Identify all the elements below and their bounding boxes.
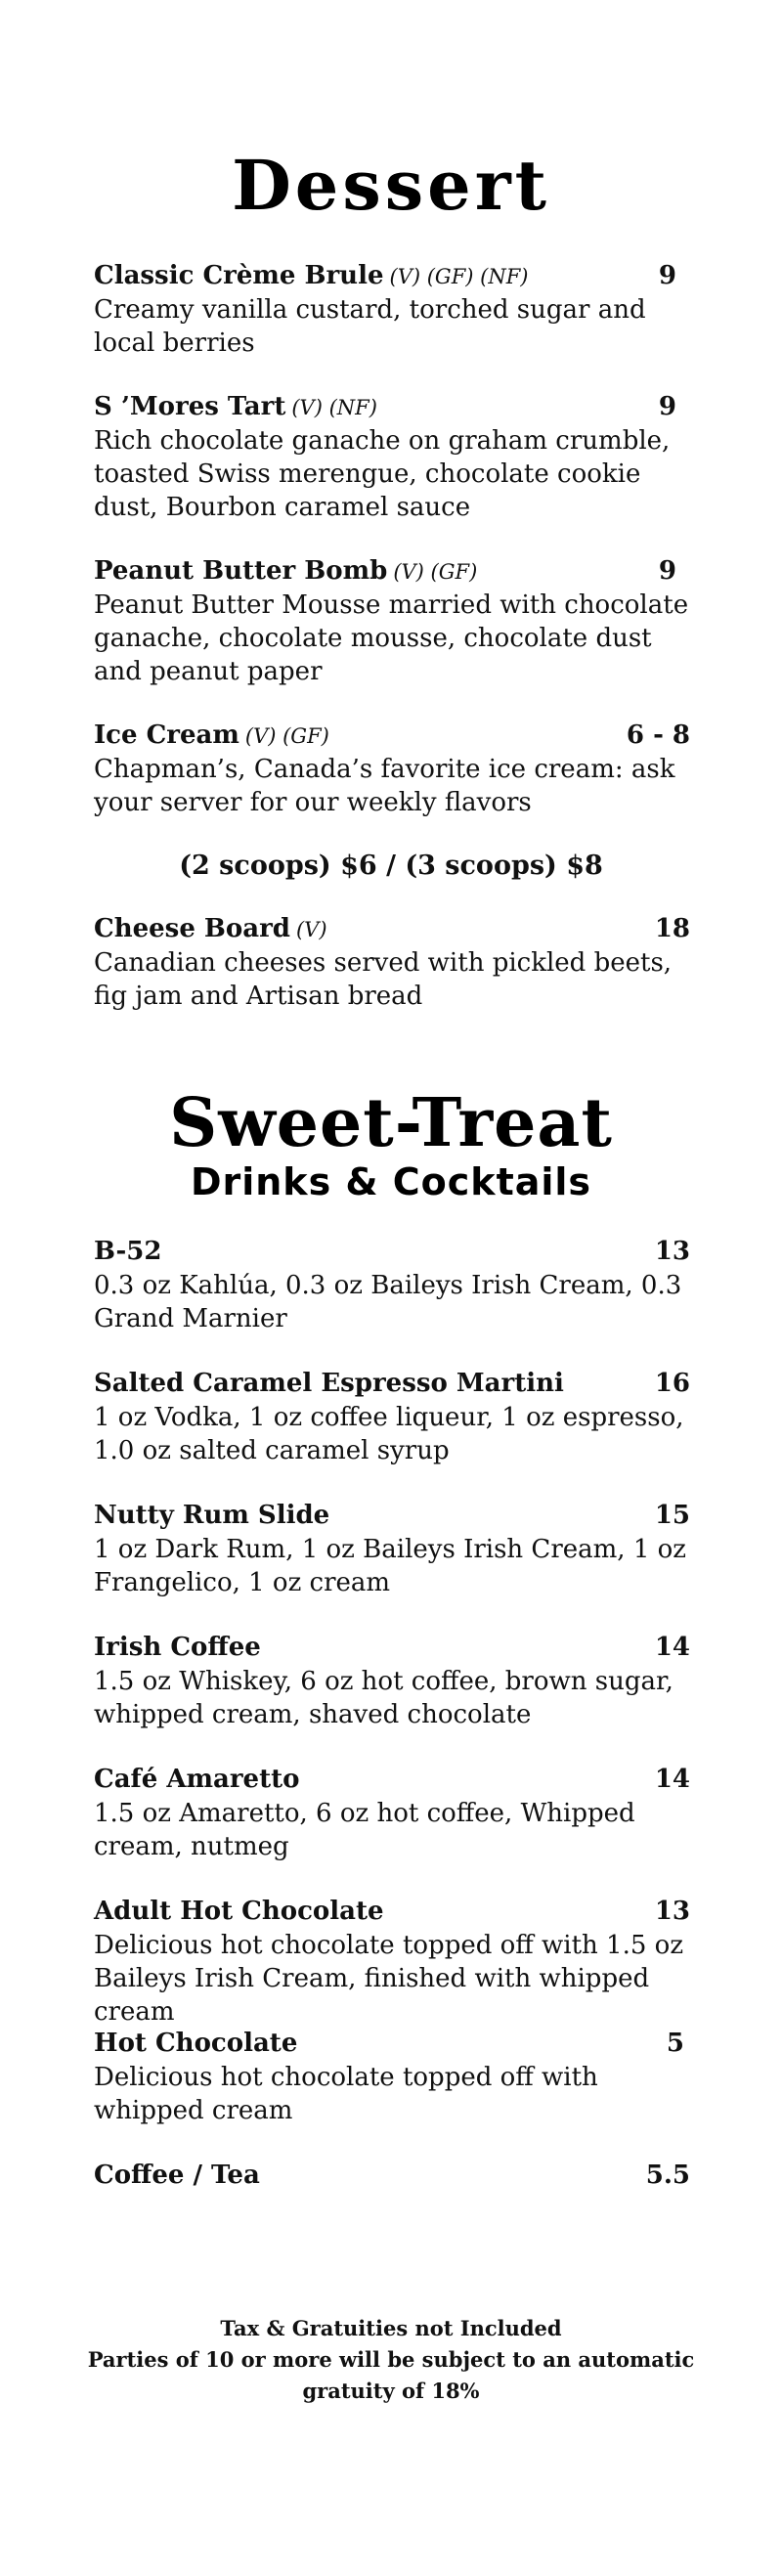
menu-item-description: Creamy vanilla custard, torched sugar and local berries — [94, 295, 646, 358]
menu-item-price: 9 — [658, 556, 676, 586]
menu-item-description: 1 oz Dark Rum, 1 oz Baileys Irish Cream, 1 oz Frangelico, 1 oz cream — [94, 1535, 686, 1597]
menu-item-description: 1.5 oz Amaretto, 6 oz hot coffee, Whipped cream, nutmeg — [94, 1799, 635, 1861]
menu-item-name: Hot Chocolate — [94, 2029, 298, 2058]
menu-item-header — [94, 1630, 690, 1665]
menu-item-description: Delicious hot chocolate topped off with whipped cream — [94, 2063, 598, 2125]
menu-item-header — [94, 718, 690, 753]
menu-item — [94, 1894, 690, 2029]
menu-item-name: S ’Mores Tart — [94, 392, 286, 421]
menu-item — [94, 1366, 690, 1467]
menu-item-header — [94, 911, 690, 946]
menu-item-header — [94, 1762, 690, 1797]
menu-item-description: 1 oz Vodka, 1 oz coffee liqueur, 1 oz espresso, 1.0 oz salted caramel syrup — [94, 1403, 684, 1465]
menu-item-price: 13 — [654, 1237, 690, 1266]
menu-item-name: Peanut Butter Bomb — [94, 556, 388, 586]
menu-item — [94, 1498, 690, 1599]
menu-item-description: Chapman’s, Canada’s favorite ice cream: ask your server for our weekly flavors — [94, 755, 675, 817]
menu-item-price: 5.5 — [645, 2161, 690, 2190]
menu-item — [94, 2158, 690, 2193]
menu-item — [94, 1234, 690, 1335]
menu-item-price: 14 — [654, 1765, 690, 1794]
menu-item-price: 9 — [658, 392, 676, 421]
menu-item-price: 14 — [654, 1633, 690, 1662]
menu-item-price: 13 — [654, 1897, 690, 1926]
menu-item-header — [94, 258, 690, 293]
menu-item — [94, 911, 690, 1013]
menu-item-price: 5 — [666, 2029, 684, 2058]
menu-item — [94, 1630, 690, 1731]
menu-item-price: 18 — [654, 914, 690, 943]
menu-item-description: Delicious hot chocolate topped off with 1.5 oz Baileys Irish Cream, finished with whipped cream — [94, 1931, 684, 2027]
menu-item — [94, 389, 690, 524]
party-gratuity-note: Parties of 10 or more will be subject to an automatic — [87, 2347, 695, 2372]
menu-item-tags: (V) (NF) — [291, 396, 377, 419]
menu-item-price: 9 — [658, 261, 676, 290]
menu-item — [94, 2026, 690, 2127]
menu-item-price: 6 - 8 — [626, 720, 690, 750]
menu-item-description: Rich chocolate ganache on graham crumble, toasted Swiss merengue, chocolate cookie dust, Bourbon caramel sauce — [94, 426, 671, 522]
menu-item-header — [94, 389, 690, 424]
menu-item-name: Nutty Rum Slide — [94, 1501, 330, 1530]
menu-item-name: Adult Hot Chocolate — [94, 1897, 384, 1926]
menu-item-header — [94, 1894, 690, 1929]
sweet-treat-heading: Sweet-Treat — [169, 1084, 613, 1162]
menu-item-name: Classic Crème Brule — [94, 261, 384, 290]
menu-item-price: 16 — [654, 1369, 690, 1398]
menu-item — [94, 718, 690, 819]
menu-item-tags: (V) — [295, 918, 327, 941]
menu-item-name: Café Amaretto — [94, 1765, 300, 1794]
menu-item-header — [94, 1366, 690, 1401]
menu-item-description: 0.3 oz Kahlúa, 0.3 oz Baileys Irish Cream, 0.3 Grand Marnier — [94, 1271, 682, 1333]
menu-item-header — [94, 1234, 690, 1269]
menu-item-name: Coffee / Tea — [94, 2161, 260, 2190]
menu-item-tags: (V) (GF) — [244, 724, 329, 748]
menu-item-name: Ice Cream — [94, 720, 239, 750]
menu-item-header — [94, 2026, 690, 2061]
menu-item-description: Peanut Butter Mousse married with chocolate ganache, chocolate mousse, chocolate dust and peanut paper — [94, 590, 689, 686]
menu-item-description: 1.5 oz Whiskey, 6 oz hot coffee, brown sugar, whipped cream, shaved chocolate — [94, 1667, 673, 1729]
menu-item-tags: (V) (GF) — [393, 560, 478, 584]
drinks-subheading: Drinks & Cocktails — [190, 1160, 592, 1203]
menu-item — [94, 553, 690, 688]
tax-gratuity-note: Tax & Gratuities not Included — [220, 2316, 562, 2340]
menu-item-price: 15 — [654, 1501, 690, 1530]
menu-item-name: B-52 — [94, 1237, 162, 1266]
party-gratuity-note-cont: gratuity of 18% — [302, 2379, 480, 2403]
menu-item — [94, 258, 690, 360]
menu-item-name: Salted Caramel Espresso Martini — [94, 1369, 564, 1398]
menu-item-name: Cheese Board — [94, 914, 290, 943]
dessert-heading: Dessert — [232, 145, 550, 226]
menu-item-description: Canadian cheeses served with pickled beets, fig jam and Artisan bread — [94, 948, 673, 1011]
menu-item-header — [94, 1498, 690, 1533]
ice-cream-scoop-pricing: (2 scoops) $6 / (3 scoops) $8 — [179, 851, 603, 881]
menu-item — [94, 1762, 690, 1863]
menu-item-tags: (V) (GF) (NF) — [389, 265, 529, 288]
menu-item-header — [94, 2158, 690, 2193]
menu-item-header — [94, 553, 690, 589]
menu-item-name: Irish Coffee — [94, 1633, 261, 1662]
